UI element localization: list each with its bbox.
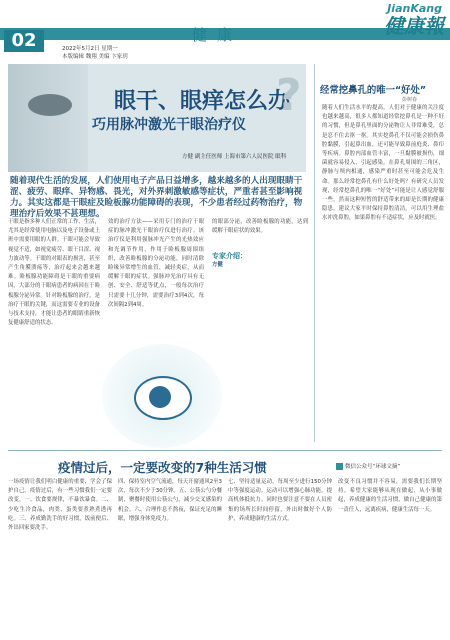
editor-line: 本版编辑 魏翔 美编 卞家玥 (62, 54, 128, 60)
feature-source-text: 微信公众号“环球文摘” (345, 464, 401, 470)
hero-eye-shape (28, 94, 72, 116)
brand-english: JianKang (387, 2, 442, 15)
brand-logo: 健康報 (384, 14, 444, 38)
lead-column-1: 干眼是指多种人们正常的工作、生活，尤其是经常使用电脑以及电子设备或上班中需要用眼的人群。干眼可能会导致视觉不适，如视觉疲劳、眼干目涩、视力波动等。干眼的对眼表的损害，甚至产生角膜溃疡等，治疗起来会越来越难。睑板腺功能障碍是干眼的重要病因，大部分的干眼病患者的病因在于睑板腺分泌异常。针对睑板腺的治疗，是治疗干眼的关键，而这需要专业的设备与技术支持，才能让患者的眼睛重新恢复健康舒适的状态。 (8, 219, 100, 327)
sidebar-author: 彭树春 (402, 97, 418, 103)
section-title: 健康 (192, 26, 243, 44)
lead-column-2: 效的治疗方法——采用专门的治疗干眼症的脉冲激光干眼治疗仪进行治疗。该治疗仪是利用强脉冲光产生的光热效应和光调节作用，作用于睑板腺周围组织，改善睑板腺的分泌功能，同时清除睑缘异常增生的血管，减轻炎症，从而缓解干眼的症状。强脉冲光治疗具有无创、安全、舒适等优点，一般每次治疗只需要十几分钟，需要治疗3到4次，每次间隔2到4周。 (108, 219, 204, 308)
expert-heading: 专家介绍： (212, 252, 247, 260)
column-divider (314, 64, 315, 442)
page-number: 02 (4, 30, 44, 52)
section-divider (8, 450, 442, 451)
source-square-icon (336, 463, 343, 470)
iris-icon (149, 386, 171, 408)
hero-photo (8, 64, 88, 172)
lead-column-3 (212, 218, 308, 246)
lead-byline: 方健 副主任医师 上海市第六人民医院 眼科 (182, 154, 287, 160)
feature-source (336, 462, 400, 470)
lead-subtitle: 巧用脉冲激光干眼治疗仪 (92, 117, 246, 133)
lead-title: 眼干、眼痒怎么办 (114, 88, 291, 114)
sidebar-body: 随着人们生活水平的提高，人们对于健康的关注度也越来越高，很多人都知道经常挖鼻孔是一种不好的习惯，但是鼻孔里面的分泌物让人非常难受，总是忍不住去抠一抠。其实挖鼻孔不仅可能会损伤鼻腔黏膜，引起鼻出血，还可能导致鼻前庭炎、鼻疖等疾病。鼻腔内部血管丰富，一旦黏膜被损伤，细菌就容易侵入，引起感染。在鼻孔周围的三角区，静脉与颅内相通，感染严重时甚至可能会危及生命。那么经常挖鼻孔有什么好处吗？有研究人员发现，经常挖鼻孔的唯一“好处”可能是让人感觉舒服一些，然而这种短暂的舒适带来的却是长期的健康隐患。建议大家平时保持鼻腔清洁，可以用生理盐水冲洗鼻腔，如果鼻腔有不适症状，应及时就医。 (322, 105, 444, 222)
feature-column-2: 四、保持室内空气流通，每天开窗通风2至3次，每次不少于30分钟。五、公筷公勺分餐制，聚餐时使用公筷公勺，减少交叉感染的机会。六、合理作息不熬夜，保证充足的睡眠，增强身体免疫力。 (118, 479, 222, 522)
question-mark-icon: ? (276, 70, 302, 121)
sidebar-title: 经常挖鼻孔的唯一“好处” (320, 85, 427, 96)
feature-column-4: 改变不良习惯并不容易，需要我们长期坚持。希望大家能够从现在做起，从小事做起，养成健康的生活习惯，做自己健康的第一责任人，远离疾病，健康生活每一天。 (338, 479, 442, 513)
feature-column-3: 七、坚持适量运动，每周至少进行150分钟中等强度运动。运动可以增强心肺功能，提高机体抵抗力。同时也要注意不要在人员密集的场所长时间停留，外出时做好个人防护，养成健康的生活方式。 (228, 479, 332, 522)
page-header (0, 0, 450, 58)
date-line: 2022年5月2日 星期一 (62, 46, 118, 52)
lead-hero (8, 64, 306, 172)
feature-column-1: 一场疫情让我们明白健康的重要，学会了保护自己。疫情过后，有一些习惯我们一定要改变。一、饮食要规律，不暴饮暴食。二、少吃生冷食品，肉类、蛋类要煮熟煮透再吃。三、养成勤洗手的好习惯，饭前便后、外出回家要洗手。 (8, 479, 112, 532)
lead-summary: 随着现代生活的发展，人们使用电子产品日益增多，越来越多的人出现眼睛干涩、疲劳、眼痒、异物感、畏光，对外界刺激敏感等症状，严重者甚至影响视力。其实这都是干眼症及睑板腺功能障碍的表现，不少患者经过药物治疗，物理治疗后效果不甚理想。 (10, 176, 303, 219)
feature-title: 疫情过后，一定要改变的7种生活习惯 (58, 460, 267, 475)
expert-name: 方健 (212, 262, 223, 269)
expert-box (212, 252, 308, 282)
eye-illustration (102, 344, 222, 448)
lead-column-3-text: 的眼部分泌，改善睑板腺的功能，达到缓解干眼症状的效果。 (212, 219, 308, 235)
